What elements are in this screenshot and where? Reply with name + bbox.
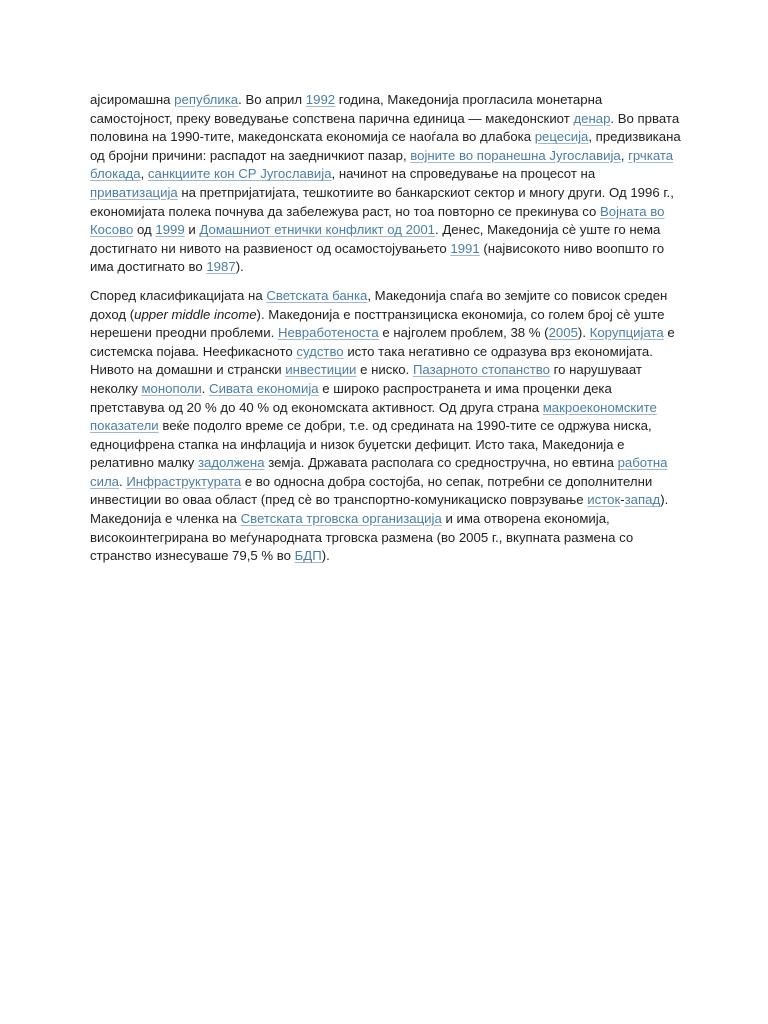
inline-link[interactable]: војните во поранешна Југославија — [410, 147, 621, 163]
inline-link[interactable]: Пазарното стопанство — [412, 362, 550, 378]
inline-link[interactable]: запад — [624, 492, 661, 508]
inline-link[interactable]: Војната во Косово — [90, 203, 665, 238]
paragraph-text: , Македонија спаѓа во земјите со повисок среден доход ( — [90, 287, 668, 322]
paragraph-text: . — [201, 380, 210, 396]
inline-link[interactable]: инвестиции — [285, 362, 357, 378]
paragraph-text: и има отворена економија, високоинтегрирана во меѓународната трговска размена (во 2005 г., вкупната размена со странство изнесуваше 79,5 % во — [90, 511, 634, 564]
inline-link[interactable]: 1999 — [155, 222, 185, 238]
paragraph-text: . Во април — [238, 92, 306, 107]
inline-link[interactable]: денар — [573, 110, 611, 126]
paragraph-text: е широко распространета и има проценки дека претставува од 20 % до 40 % од економската активност. Од друга страна — [90, 380, 612, 415]
paragraph-text: земја. Државата располага со средностручна, но евтина — [264, 455, 618, 471]
inline-link[interactable]: Невработеноста — [277, 325, 379, 341]
italic-text: upper middle income — [134, 306, 257, 322]
paragraph-text: ). Македонија е посттранзициска економија, со голем број сè уште нерешени преодни проблеми. — [90, 306, 665, 341]
paragraph-text: исто така негативно се одразува врз економијата. Нивото на домашни и странски — [90, 343, 653, 378]
paragraph-text: . Во првата половина на 1990-тите, македонската економија се наоѓала во длабока — [90, 110, 680, 145]
paragraph-text: Според класификацијата на — [90, 287, 267, 303]
paragraph-text: ајсиромашна — [90, 92, 175, 107]
paragraph-economy-classification — [90, 287, 682, 566]
inline-link[interactable]: Домашниот етнички конфликт од 2001 — [199, 222, 435, 238]
inline-link[interactable]: судство — [296, 343, 344, 359]
inline-link[interactable]: Инфраструктурата — [126, 473, 242, 489]
paragraph-text: ). — [321, 548, 330, 564]
paragraph-text: веќе подолго време се добри, т.е. од средината на 1990-тите се одржува ниска, едноцифрена стапка на инфлација и низок буџетски дефицит. Исто така, Македонија е релативно малку — [90, 418, 652, 471]
paragraph-text: , начинот на спроведување на процесот на — [331, 166, 596, 182]
paragraph-text: е ниско. — [356, 362, 413, 378]
paragraph-text: . Денес, Македонија сè уште го нема достигнато ни нивото на развиеност од осамостојувањето — [90, 222, 661, 256]
inline-link[interactable]: република — [174, 92, 239, 107]
paragraph-text: на претпријатијата, тешкотиите во банкарскиот сектор и многу други. Од 1996 г., економијата полека почнува да забележува раст, но тоа повторно се прекинува со — [90, 184, 674, 219]
article-body — [90, 91, 682, 576]
inline-link[interactable]: 1987 — [206, 259, 236, 275]
paragraph-economy-history — [90, 91, 682, 277]
inline-link[interactable]: 2005 — [548, 325, 578, 341]
paragraph-text: е најголем проблем, 38 % ( — [378, 325, 549, 341]
paragraph-text: , — [140, 166, 148, 182]
paragraph-text: е во односна добра состојба, но сепак, потребни се дополнителни инвестиции во оваа област (пред сè во транспортно-комуникациско поврзување — [90, 473, 653, 508]
paragraph-text: , предизвикана од бројни причини: распадот на заедничкиот пазар, — [90, 129, 681, 163]
inline-link[interactable]: Светската банка — [266, 287, 368, 303]
paragraph-text: - — [620, 492, 625, 508]
paragraph-text: ). — [235, 259, 244, 275]
inline-link[interactable]: грчката блокада — [90, 147, 674, 182]
paragraph-text: година, Македонија прогласила монетарна самостојност, преку воведување сопствена парична единица — македонскиот — [90, 92, 603, 126]
paragraph-text: (највисокото ниво воопшто го има достигнато во — [90, 240, 665, 275]
inline-link[interactable]: 1991 — [450, 240, 480, 256]
paragraph-text: ). Македонија е членка на — [90, 492, 669, 527]
paragraph-text: од — [133, 222, 156, 238]
inline-link[interactable]: Сивата економија — [209, 380, 319, 396]
inline-link[interactable]: 1992 — [305, 92, 336, 107]
inline-link[interactable]: работна сила — [90, 455, 668, 489]
inline-link[interactable]: монополи — [141, 380, 202, 396]
paragraph-text: . — [119, 473, 127, 489]
inline-link[interactable]: макроекономските показатели — [90, 399, 657, 434]
paragraph-text: ). — [577, 325, 590, 341]
inline-link[interactable]: исток — [587, 492, 621, 508]
inline-link[interactable]: приватизација — [90, 184, 178, 200]
paragraph-text: и — [184, 222, 200, 238]
paragraph-text: го нарушуваат неколку — [90, 362, 642, 396]
paragraph-text: е системска појава. Неефикасното — [90, 325, 675, 359]
inline-link[interactable]: задолжена — [197, 455, 265, 471]
inline-link[interactable]: Корупцијата — [589, 325, 664, 341]
paragraph-text: , — [620, 147, 629, 163]
inline-link[interactable]: Светската трговска организација — [240, 511, 442, 527]
inline-link[interactable]: санкциите кон СР Југославија — [147, 166, 332, 182]
inline-link[interactable]: БДП — [294, 548, 322, 564]
inline-link[interactable]: рецесија — [534, 129, 589, 145]
